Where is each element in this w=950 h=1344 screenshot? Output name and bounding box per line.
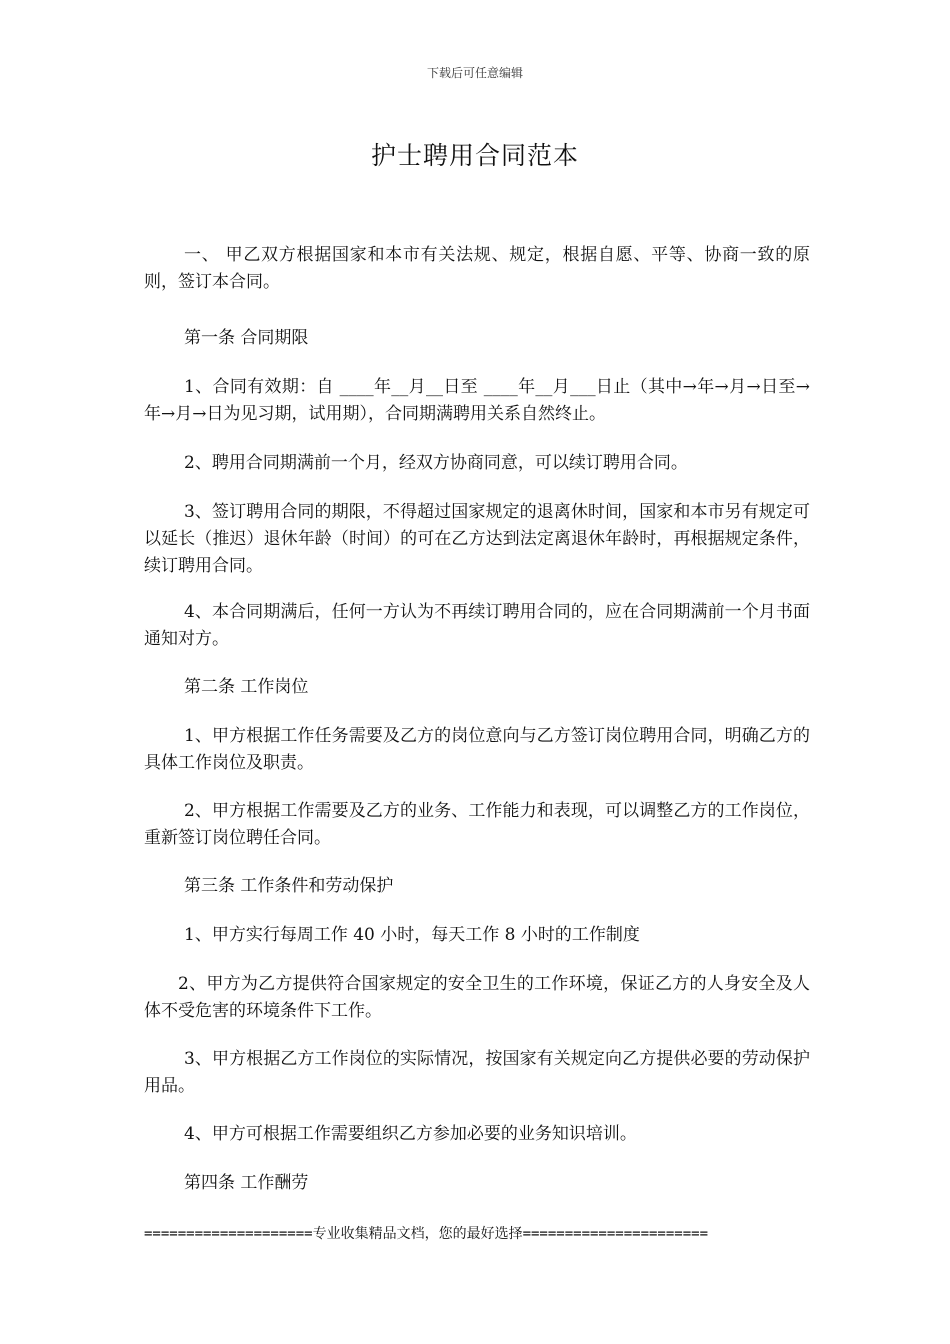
- page-footer: ====================专业收集精品文档，您的最好选择======================: [144, 1226, 709, 1242]
- article-1-clause-4: 4、本合同期满后，任何一方认为不再续订聘用合同的，应在合同期满前一个月书面通知对方。: [144, 602, 810, 649]
- document-title: 护士聘用合同范本: [370, 141, 579, 170]
- article-3-clause-2: 2、甲方为乙方提供符合国家规定的安全卫生的工作环境，保证乙方的人身安全及人体不受危害的环境条件下工作。: [144, 974, 810, 1021]
- article-1-clause-1: 1、合同有效期：自 ____年__月__日至 ____年__月___日止（其中→年→月→日至→年→月→日为见习期，试用期），合同期满聘用关系自然终止。: [144, 377, 810, 424]
- article-3-heading: 第三条 工作条件和劳动保护: [184, 876, 394, 896]
- article-4-heading: 第四条 工作酬劳: [184, 1173, 309, 1193]
- article-2-clause-1: 1、甲方根据工作任务需要及乙方的岗位意向与乙方签订岗位聘用合同，明确乙方的具体工作岗位及职责。: [144, 726, 810, 773]
- page-header: 下载后可任意编辑: [426, 66, 523, 80]
- article-2-clause-2: 2、甲方根据工作需要及乙方的业务、工作能力和表现，可以调整乙方的工作岗位，重新签订岗位聘任合同。: [144, 801, 810, 848]
- article-1-heading: 第一条 合同期限: [184, 328, 309, 348]
- article-1-clause-2: 2、聘用合同期满前一个月，经双方协商同意，可以续订聘用合同。: [184, 453, 688, 473]
- article-2-heading: 第二条 工作岗位: [184, 677, 309, 697]
- article-3-clause-1: 1、甲方实行每周工作 40 小时，每天工作 8 小时的工作制度: [184, 925, 640, 945]
- article-3-clause-3: 3、甲方根据乙方工作岗位的实际情况，按国家有关规定向乙方提供必要的劳动保护用品。: [144, 1049, 810, 1096]
- article-1-clause-3: 3、签订聘用合同的期限，不得超过国家规定的退离休时间，国家和本市另有规定可以延长（推迟）退休年龄（时间）的可在乙方达到法定离退休年龄时，再根据规定条件，续订聘用合同。: [144, 502, 810, 576]
- article-3-clause-4: 4、甲方可根据工作需要组织乙方参加必要的业务知识培训。: [184, 1124, 637, 1144]
- paragraph-intro: 一、 甲乙双方根据国家和本市有关法规、规定，根据自愿、平等、协商一致的原则，签订本合同。: [144, 245, 810, 292]
